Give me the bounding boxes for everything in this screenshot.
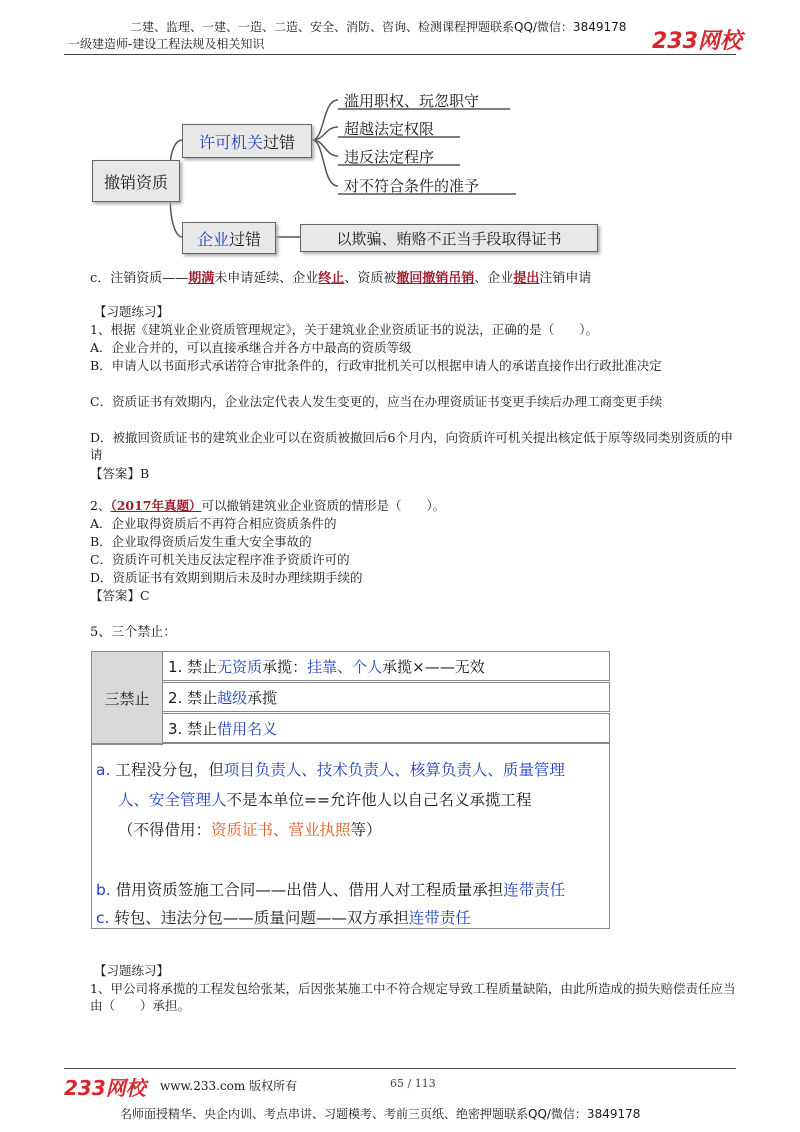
question-1-option-d: D．被撤回资质证书的建筑业企业可以在资质被撤回后6个月内，向资质许可机关提出核定低于原等级同类别资质的申请 — [90, 430, 733, 462]
mindmap-branch-company — [182, 222, 276, 254]
question-2-option-d: D．资质证书有效期到期后未及时办理续期手续的 — [90, 570, 363, 585]
question-1-option-a: A．企业合并的，可以直接承继合并各方中最高的资质等级 — [90, 340, 412, 355]
mindmap-leaf-company: 以欺骗、贿赂不正当手段取得证书 — [300, 224, 598, 252]
question-2-answer: 【答案】C — [90, 588, 150, 603]
branch-agency-prefix: 许可机关 — [198, 132, 263, 152]
question-3: 1、甲公司将承揽的工程发包给张某，后因张某施工中不符合规定导致工程质量缺陷，由此所造成的损失赔偿责任应当由（ ）承担。 — [90, 981, 736, 1013]
mindmap-leaf-1: 滥用职权、玩忽职守 — [344, 92, 480, 110]
mindmap-leaf-4: 对不符合条件的准予 — [344, 177, 480, 195]
mindmap-branch-agency — [182, 124, 312, 158]
note-c-line: c. 转包、违法分包——质量问题——双方承担连带责任 — [96, 909, 471, 927]
cancel-qualification-line: c．注销资质——期满未申请延续、企业终止、资质被撤回撤销吊销、企业提出注销申请 — [90, 271, 592, 286]
footer-divider — [64, 1068, 736, 1069]
footer-logo: 233网校 — [64, 1076, 146, 1100]
question-1: 1、根据《建筑业企业资质管理规定》，关于建筑业企业资质证书的说法，正确的是（ ）。 — [90, 322, 598, 337]
branch-company-prefix: 企业 — [196, 229, 229, 249]
prohibition-row-2: 2. 禁止 越级 承揽 — [162, 682, 610, 712]
prohibition-row-1: 1. 禁止 无资质 承揽： 挂靠、个人 承揽×——无效 — [162, 651, 610, 681]
note-a-line-2: 人、安全管理人不是本单位==允许他人以自己名义承揽工程 — [118, 791, 532, 809]
section-5-title: 5、三个禁止： — [90, 625, 177, 640]
page-number: 65 / 113 — [390, 1077, 436, 1090]
question-2: 2、（2017年真题）可以撤销建筑业企业资质的情形是（ ）。 — [90, 498, 446, 513]
header-line-2: 一级建造师-建设工程法规及相关知识 — [68, 37, 265, 51]
three-prohibitions-label: 三禁止 — [91, 651, 163, 745]
footer-contact-line: 名师面授精华、央企内训、考点串讲、习题模考、考前三页纸、绝密押题联系QQ/微信：3849178 — [120, 1107, 641, 1121]
note-a-line-3: （不得借用：资质证书、营业执照等） — [118, 821, 382, 839]
practice-heading-3: 【习题练习】 — [94, 963, 170, 978]
question-1-option-b: B．申请人以书面形式承诺符合审批条件的，行政审批机关可以根据申请人的承诺直接作出行政批准决定 — [90, 358, 662, 373]
header-line-1: 二建、监理、一建、一造、二造、安全、消防、咨询、检测课程押题联系QQ/微信：3849178 — [130, 20, 627, 34]
branch-company-suffix: 过错 — [229, 229, 262, 249]
practice-heading-1: 【习题练习】 — [94, 304, 170, 319]
header-logo: 233网校 — [652, 29, 742, 54]
note-b-line: b. 借用资质签施工合同——出借人、借用人对工程质量承担连带责任 — [96, 881, 566, 899]
question-2-option-a: A．企业取得资质后不再符合相应资质条件的 — [90, 516, 337, 531]
prohibitions-notes-box — [91, 743, 610, 929]
branch-agency-suffix: 过错 — [263, 132, 296, 152]
question-1-answer: 【答案】B — [90, 466, 150, 481]
footer-site: www.233.com 版权所有 — [160, 1079, 298, 1093]
question-1-option-c: C．资质证书有效期内，企业法定代表人发生变更的，应当在办理资质证书变更手续后办理工商变更手续 — [90, 394, 663, 409]
question-2-option-c: C．资质许可机关违反法定程序准予资质许可的 — [90, 552, 350, 567]
mindmap-leaf-2: 超越法定权限 — [344, 120, 435, 138]
mindmap-root: 撤销资质 — [92, 160, 180, 202]
question-2-option-b: B．企业取得资质后发生重大安全事故的 — [90, 534, 312, 549]
mindmap-leaf-3: 违反法定程序 — [344, 148, 435, 166]
note-a-line-1: a. 工程没分包，但项目负责人、技术负责人、核算负责人、质量管理 — [96, 761, 565, 779]
prohibition-row-3: 3. 禁止 借用名义 — [162, 713, 610, 743]
